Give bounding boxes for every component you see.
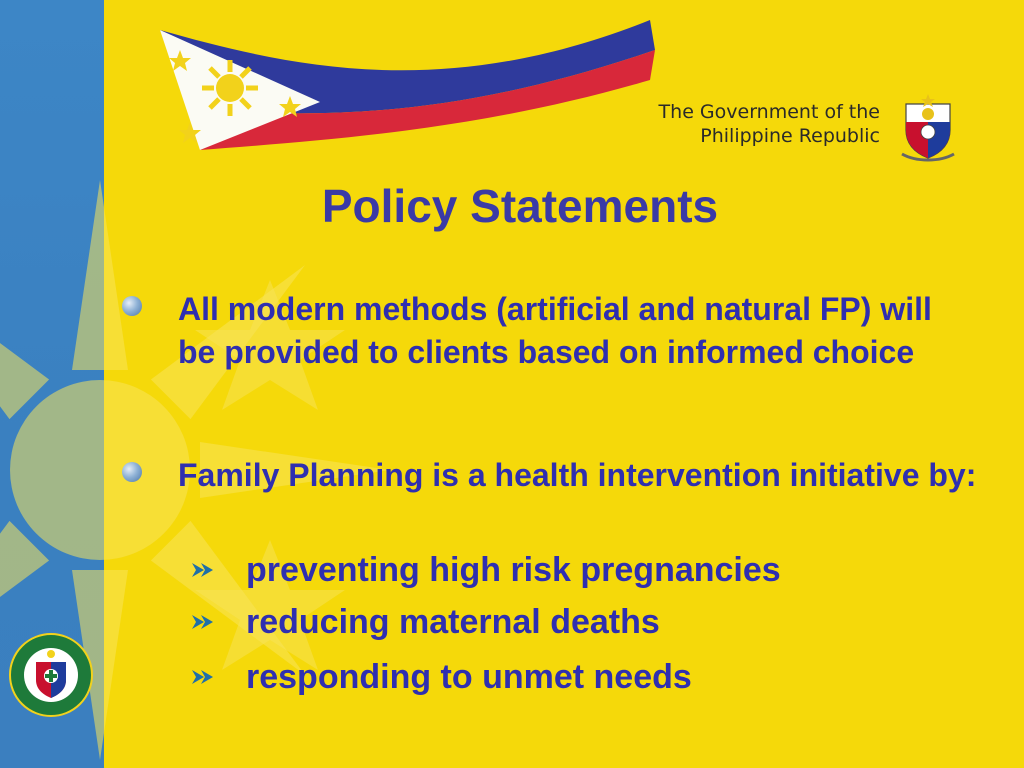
bullet-text: Family Planning is a health intervention initiative by: [178, 457, 977, 493]
round-bullet-icon [122, 296, 142, 316]
department-of-health-seal-icon [8, 632, 94, 718]
round-bullet-icon [122, 462, 142, 482]
philippine-flag-ribbon-icon [150, 10, 660, 160]
sub-bullet-item [190, 655, 970, 699]
bullet-text: All modern methods (artificial and natural FP) will be provided to clients based on informed choice [178, 291, 932, 370]
sub-bullet-item [190, 600, 970, 644]
sub-bullet-text: reducing maternal deaths [246, 603, 660, 641]
government-caption [640, 100, 880, 148]
chevron-arrow-icon [190, 613, 216, 631]
government-line-1: The Government of the [658, 101, 880, 123]
coat-of-arms-icon [896, 92, 960, 162]
bullet-item [122, 454, 1002, 544]
chevron-arrow-icon [190, 668, 216, 686]
sub-bullet-text: preventing high risk pregnancies [246, 551, 781, 589]
sub-bullet-item [190, 548, 970, 592]
chevron-arrow-icon [190, 561, 216, 579]
sub-bullet-text: responding to unmet needs [246, 658, 692, 696]
page-title: Policy Statements [321, 180, 719, 232]
bullet-item [122, 288, 1002, 418]
government-line-2: Philippine Republic [700, 125, 880, 147]
